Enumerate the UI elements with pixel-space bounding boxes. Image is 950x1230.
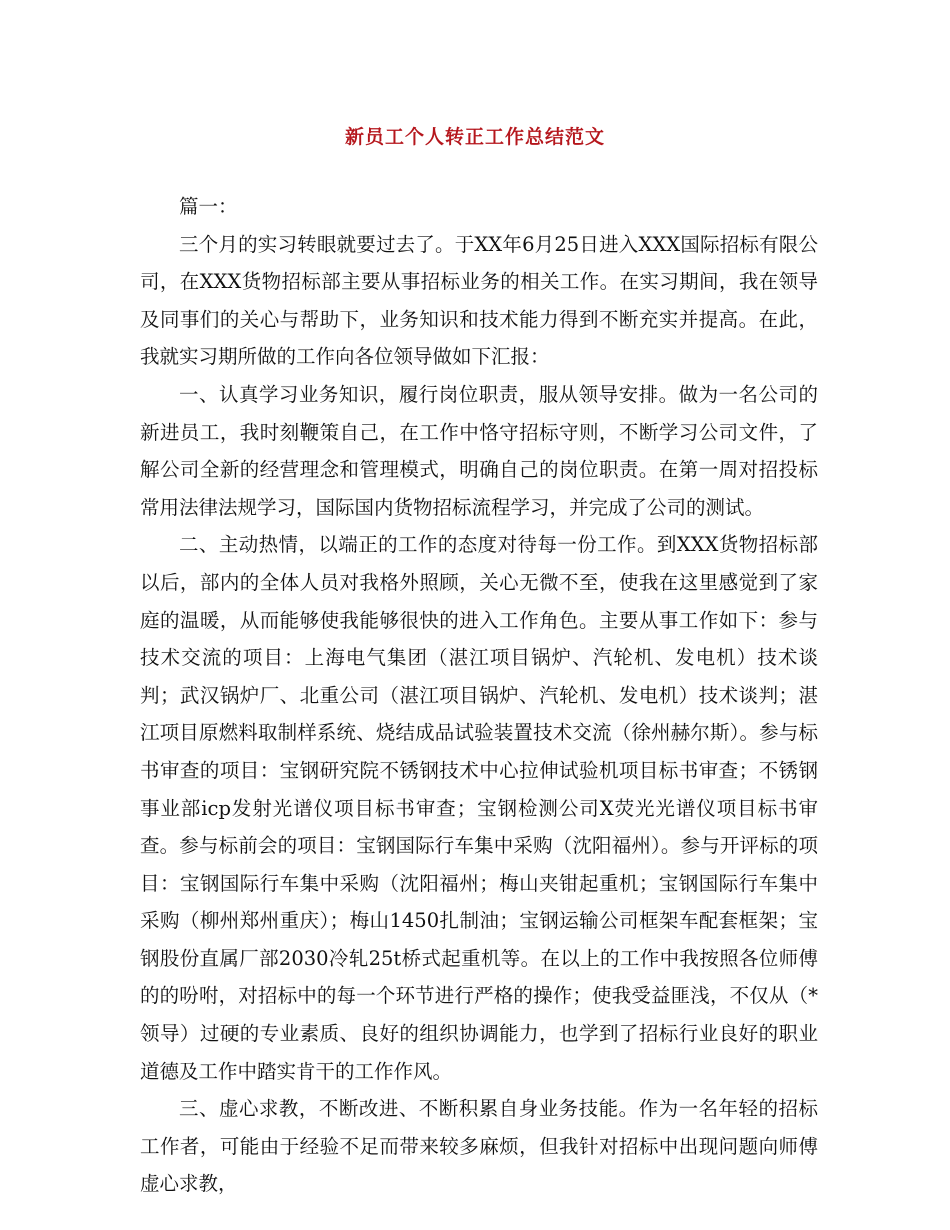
document-body — [140, 188, 818, 1203]
paragraph-section-2: 二、主动热情，以端正的工作的态度对待每一份工作。到XXX货物招标部以后，部内的全体人员对我格外照顾，关心无微不至，使我在这里感觉到了家庭的温暖，从而能够使我能够很快的进入工作角色。主要从事工作如下：参与技术交流的项目：上海电气集团（湛江项目锅炉、汽轮机、发电机）技术谈判；武汉锅炉厂、北重公司（湛江项目锅炉、汽轮机、发电机）技术谈判；湛江项目原燃料取制样系统、烧结成品试验装置技术交流（徐州赫尔斯）。参与标书审查的项目：宝钢研究院不锈钢技术中心拉伸试验机项目标书审查；不锈钢事业部icp发射光谱仪项目标书审查；宝钢检测公司X荧光光谱仪项目标书审查。参与标前会的项目：宝钢国际行车集中采购（沈阳福州）。参与开评标的项目：宝钢国际行车集中采购（沈阳福州；梅山夹钳起重机；宝钢国际行车集中采购（柳州郑州重庆）；梅山1450扎制油；宝钢运输公司框架车配套框架；宝钢股份直属厂部2030冷轧25t桥式起重机等。在以上的工作中我按照各位师傅的的吩咐，对招标中的每一个环节进行严格的操作；使我受益匪浅，不仅从（*领导）过硬的专业素质、良好的组织协调能力，也学到了招标行业良好的职业道德及工作中踏实肯干的工作作风。 — [140, 533, 818, 1083]
paragraph-section-1: 一、认真学习业务知识，履行岗位职责，服从领导安排。做为一名公司的新进员工，我时刻鞭策自己，在工作中恪守招标守则，不断学习公司文件，了解公司全新的经营理念和管理模式，明确自己的岗位职责。在第一周对招投标常用法律法规学习，国际国内货物招标流程学习，并完成了公司的测试。 — [140, 382, 818, 519]
paragraph-heading: 篇一： — [179, 195, 238, 218]
paragraph-section-3: 三、虚心求教，不断改进、不断积累自身业务技能。作为一名年轻的招标工作者，可能由于经验不足而带来较多麻烦，但我针对招标中出现问题向师傅虚心求教， — [140, 1097, 818, 1196]
paragraph-intro: 三个月的实习转眼就要过去了。于XX年6月25日进入XXX国际招标有限公司，在XXX货物招标部主要从事招标业务的相关工作。在实习期间，我在领导及同事们的关心与帮助下，业务知识和技术能力得到不断充实并提高。在此，我就实习期所做的工作向各位领导做如下汇报： — [140, 232, 818, 369]
document-title: 新员工个人转正工作总结范文 — [344, 126, 605, 148]
